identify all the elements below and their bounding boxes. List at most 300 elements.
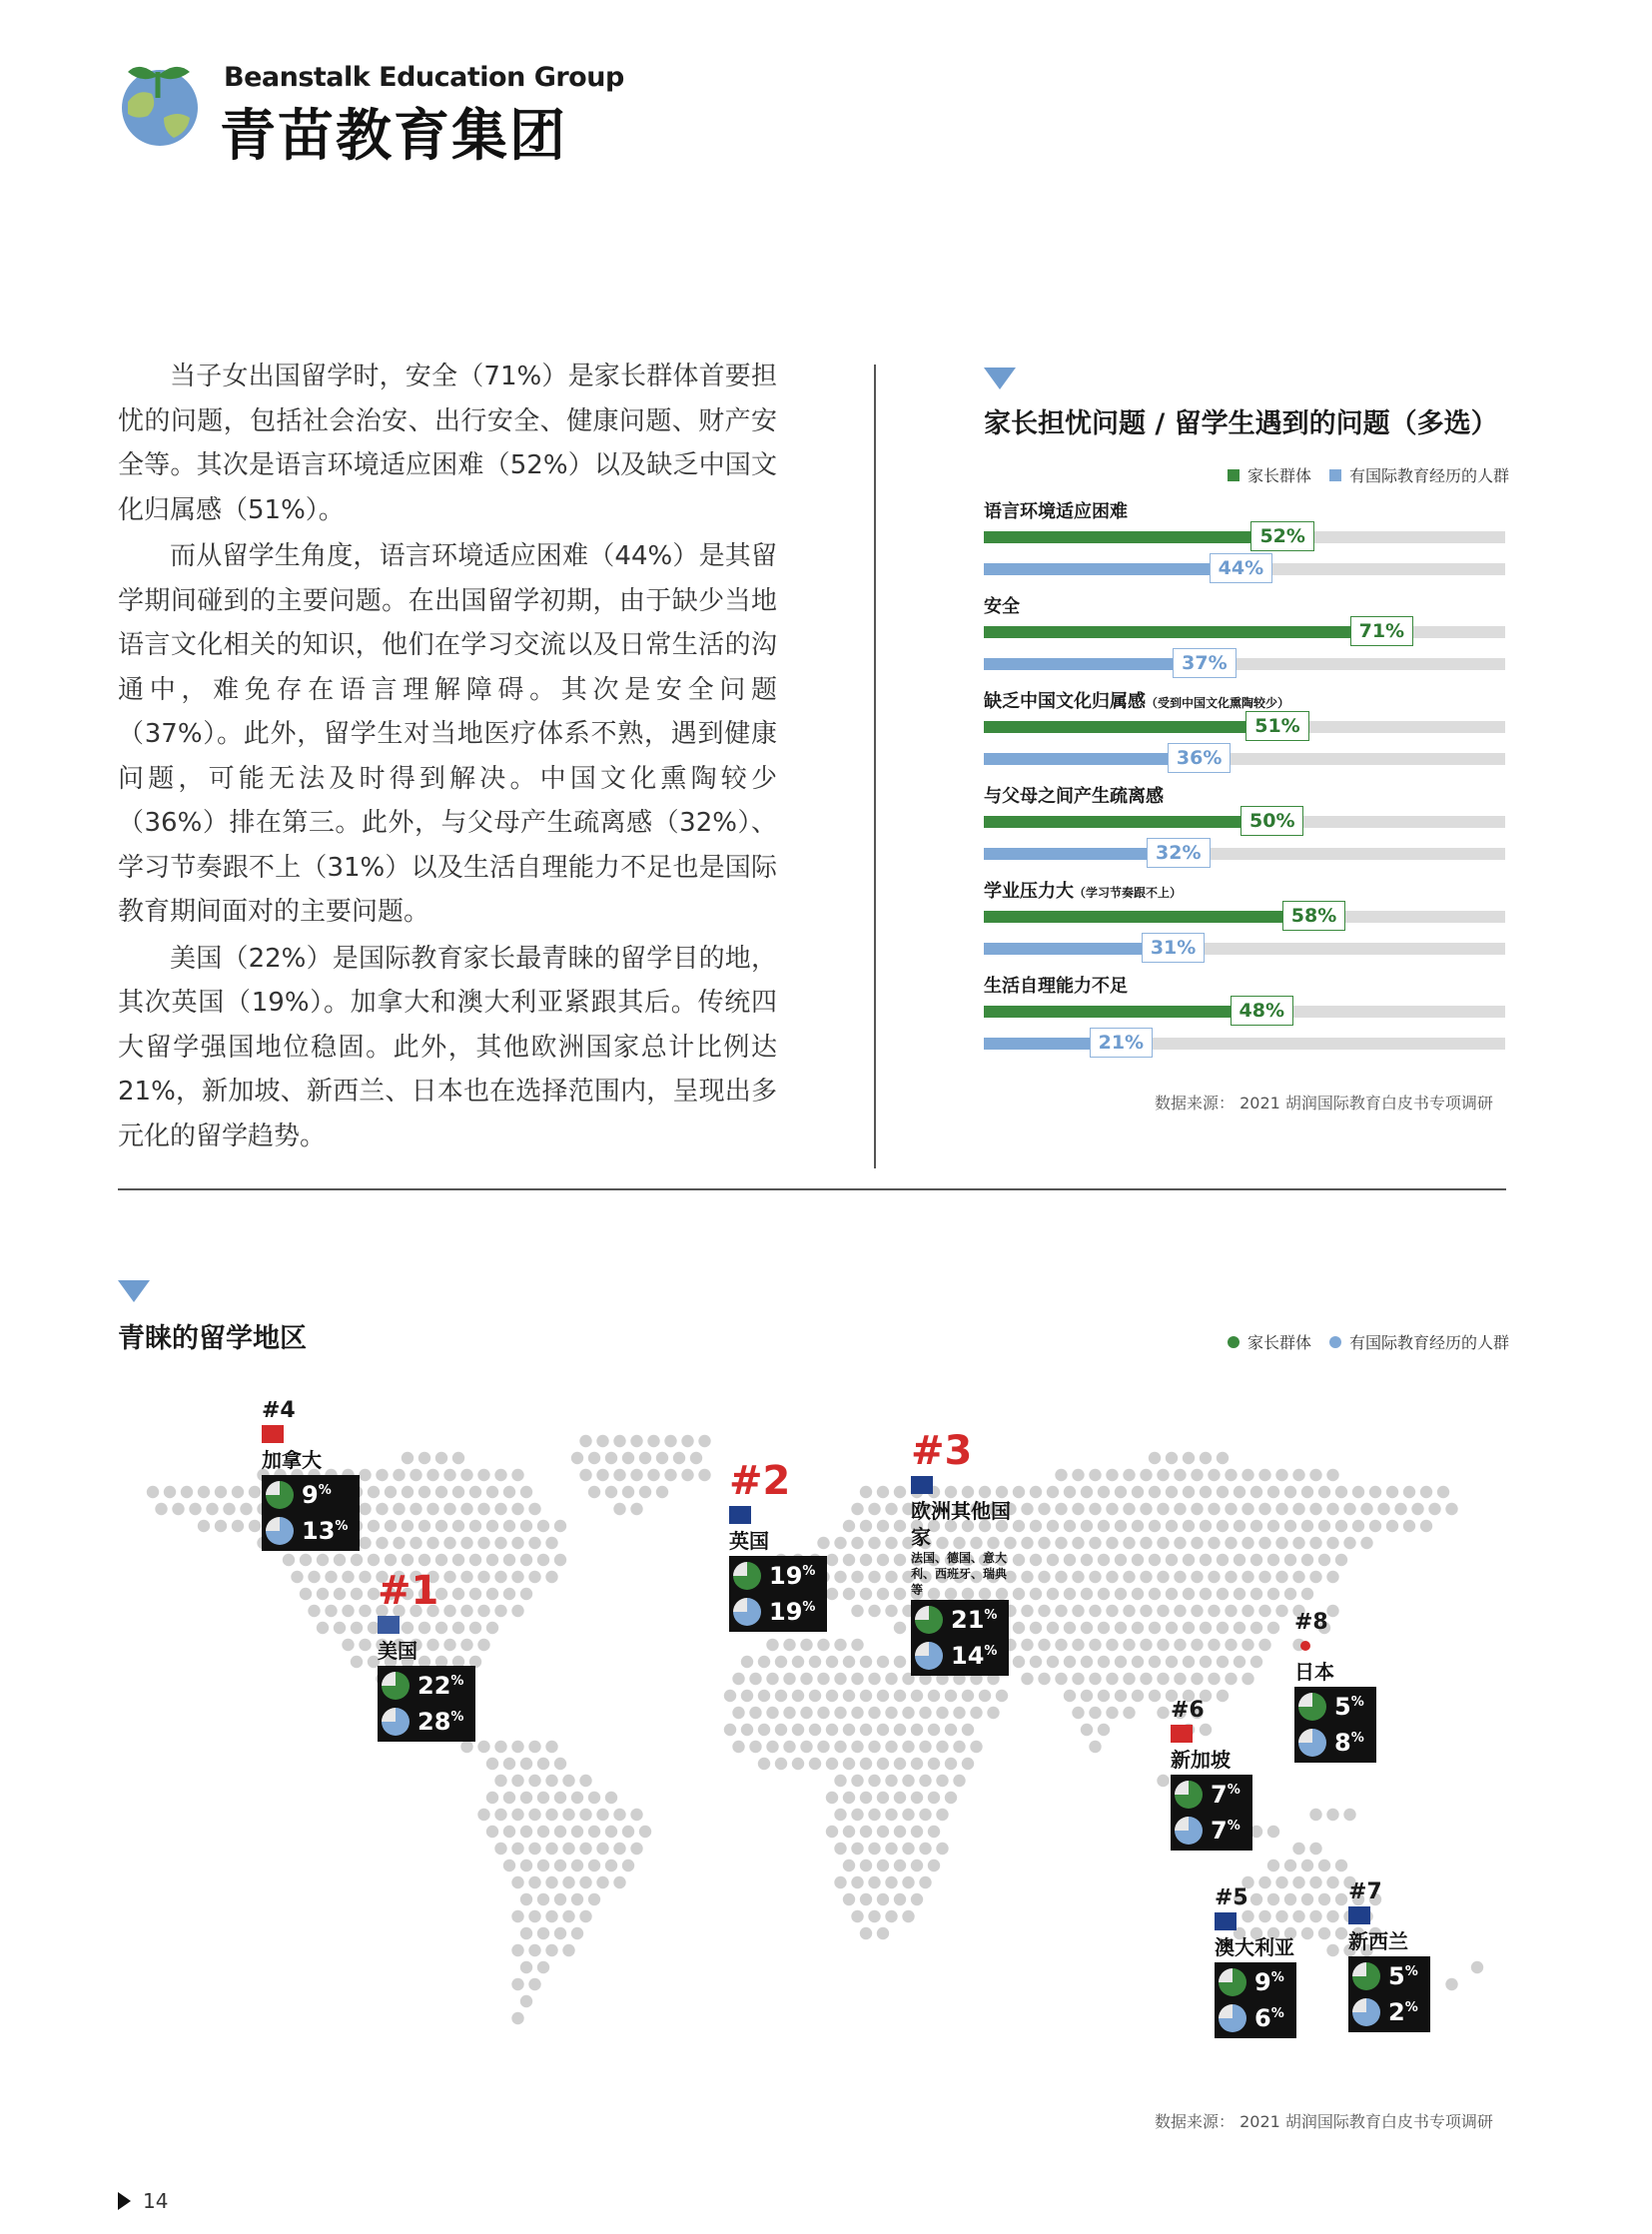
percent-row-intl xyxy=(1219,2000,1284,2036)
map-dot xyxy=(351,1656,363,1668)
map-dot xyxy=(1241,1469,1253,1481)
map-dot xyxy=(1055,1537,1067,1549)
pie-parents-icon xyxy=(1298,1693,1326,1721)
map-dot xyxy=(1072,1707,1084,1719)
map-dot xyxy=(1318,1860,1330,1871)
map-dot xyxy=(1055,1503,1067,1515)
map-dot xyxy=(528,1537,540,1549)
map-dot xyxy=(885,1605,897,1617)
map-dot xyxy=(775,1656,787,1668)
map-dot xyxy=(402,1452,413,1464)
map-dot xyxy=(792,1656,804,1668)
map-dot xyxy=(1234,1588,1245,1600)
map-dot xyxy=(953,1741,965,1753)
country-marker xyxy=(378,1568,475,1742)
bar-value-label: 52% xyxy=(1250,521,1313,551)
map-dot xyxy=(885,1673,897,1685)
map-dot xyxy=(1241,1639,1253,1651)
map-dot xyxy=(520,1486,532,1498)
map-dot xyxy=(1394,1503,1406,1515)
map-dot xyxy=(588,1860,600,1871)
map-dot xyxy=(1174,1673,1186,1685)
map-dot xyxy=(1208,1503,1220,1515)
map-dot xyxy=(1183,1588,1195,1600)
map-dot xyxy=(877,1893,889,1905)
map-dot xyxy=(630,1809,642,1821)
map-dot xyxy=(843,1656,855,1668)
map-dot xyxy=(1149,1452,1161,1464)
map-dot xyxy=(1081,1520,1093,1532)
map-dot xyxy=(545,1775,557,1787)
map-dot xyxy=(554,1826,566,1838)
map-dot xyxy=(579,1469,591,1481)
map-dot xyxy=(1132,1622,1144,1634)
country-percent-box xyxy=(1348,1956,1430,2032)
map-dot xyxy=(1030,1554,1042,1566)
map-dot xyxy=(1055,1571,1067,1583)
map-dot xyxy=(1021,1605,1033,1617)
map-dot xyxy=(537,1826,549,1838)
map-dot xyxy=(1081,1486,1093,1498)
percent-value-intl: 8% xyxy=(1334,1729,1364,1757)
country-name: 美国 xyxy=(378,1639,417,1663)
map-dot xyxy=(554,1860,566,1871)
map-dot xyxy=(809,1724,821,1736)
map-dot xyxy=(1301,1554,1313,1566)
map-dot xyxy=(215,1520,227,1532)
map-dot xyxy=(1250,1520,1262,1532)
map-dot xyxy=(1140,1469,1152,1481)
map-dot xyxy=(1166,1486,1178,1498)
map-dot xyxy=(460,1503,472,1515)
map-dot xyxy=(1403,1486,1415,1498)
brand-name-en: Beanstalk Education Group xyxy=(224,62,624,93)
map-dot xyxy=(545,1571,557,1583)
map-dot xyxy=(1064,1520,1076,1532)
map-dot xyxy=(511,1876,523,1888)
map-dot xyxy=(1072,1469,1084,1481)
map-dot xyxy=(877,1860,889,1871)
map-dot xyxy=(902,1707,914,1719)
bar-track xyxy=(984,810,1505,832)
map-dot xyxy=(1038,1503,1050,1515)
map-dot xyxy=(342,1605,354,1617)
map-dot xyxy=(843,1554,855,1566)
map-dot xyxy=(1064,1486,1076,1498)
map-dot xyxy=(877,1758,889,1770)
map-dot xyxy=(452,1452,464,1464)
map-dot xyxy=(1030,1520,1042,1532)
map-dot xyxy=(851,1843,863,1855)
map-dot xyxy=(1055,1673,1067,1685)
map-dot xyxy=(1234,1520,1245,1532)
map-dot xyxy=(894,1622,906,1634)
map-dot xyxy=(554,1520,566,1532)
percent-sign: % xyxy=(335,1519,349,1534)
map-dot xyxy=(486,1758,498,1770)
map-dot xyxy=(418,1520,430,1532)
map-dot xyxy=(851,1741,863,1753)
map-dot xyxy=(1157,1571,1169,1583)
map-dot xyxy=(843,1893,855,1905)
map-dot xyxy=(1318,1927,1330,1939)
map-dot xyxy=(1123,1469,1135,1481)
map-dot xyxy=(460,1741,472,1753)
map-dot xyxy=(1072,1605,1084,1617)
map-dot xyxy=(1038,1537,1050,1549)
map-dot xyxy=(1098,1588,1110,1600)
map-dot xyxy=(385,1486,397,1498)
map-dot xyxy=(1089,1605,1101,1617)
map-dot xyxy=(300,1554,312,1566)
bar-parents xyxy=(984,911,1286,923)
percent-value-parents: 21% xyxy=(951,1606,998,1634)
map-dot xyxy=(758,1690,770,1702)
map-dot xyxy=(1275,1537,1287,1549)
map-dot xyxy=(596,1469,608,1481)
map-dot xyxy=(1191,1537,1203,1549)
map-dot xyxy=(1301,1520,1313,1532)
map-dot xyxy=(911,1860,923,1871)
map-dot xyxy=(613,1503,625,1515)
country-name: 欧洲其他国家 xyxy=(911,1499,1011,1549)
map-dot xyxy=(613,1843,625,1855)
percent-sign: % xyxy=(318,1483,332,1498)
map-dot xyxy=(766,1639,778,1651)
map-dot xyxy=(1309,1537,1321,1549)
map-dot xyxy=(511,1537,523,1549)
map-dot xyxy=(1200,1452,1212,1464)
map-dot xyxy=(1098,1656,1110,1668)
map-dot xyxy=(834,1775,846,1787)
map-dot xyxy=(1149,1520,1161,1532)
map-dot xyxy=(885,1843,897,1855)
map-dot xyxy=(393,1503,405,1515)
map-dot xyxy=(418,1554,430,1566)
map-dot xyxy=(860,1893,872,1905)
map-dot xyxy=(834,1537,846,1549)
percent-value-intl: 14% xyxy=(951,1642,998,1670)
map-dot xyxy=(571,1452,583,1464)
map-dot xyxy=(1258,1537,1270,1549)
map-dot xyxy=(817,1673,829,1685)
country-rank: #5 xyxy=(1215,1885,1248,1910)
map-dot xyxy=(511,2012,523,2024)
page-number xyxy=(118,2189,168,2213)
percent-row-parents xyxy=(1219,1964,1284,2000)
map-dot xyxy=(775,1690,787,1702)
percent-sign: % xyxy=(1404,1964,1418,1979)
map-dot xyxy=(868,1775,880,1787)
map-dot xyxy=(494,1775,506,1787)
map-dot xyxy=(877,1656,889,1668)
map-dot xyxy=(351,1622,363,1634)
map-dot xyxy=(1115,1690,1127,1702)
map-dot xyxy=(1081,1690,1093,1702)
map-dot xyxy=(1301,1927,1313,1939)
map-dot xyxy=(851,1910,863,1922)
map-dot xyxy=(826,1792,838,1804)
map-dot xyxy=(851,1537,863,1549)
map-dot xyxy=(1157,1537,1169,1549)
country-marker xyxy=(1171,1698,1252,1851)
map-dot xyxy=(469,1554,481,1566)
map-dot xyxy=(1352,1486,1364,1498)
map-dot xyxy=(351,1554,363,1566)
map-dot xyxy=(520,1792,532,1804)
map-dot xyxy=(647,1435,659,1447)
map-dot xyxy=(571,1893,583,1905)
bar-category-text: 与父母之间产生疏离感 xyxy=(984,786,1164,807)
country-percent-box xyxy=(262,1475,360,1551)
map-dot xyxy=(613,1876,625,1888)
map-dot xyxy=(528,1809,540,1821)
map-dot xyxy=(1038,1639,1050,1651)
map-dot xyxy=(885,1571,897,1583)
country-marker xyxy=(911,1428,1021,1676)
map-dot xyxy=(520,1927,532,1939)
pie-parents-icon xyxy=(382,1672,410,1700)
map-dot xyxy=(919,1843,931,1855)
map-dot xyxy=(452,1554,464,1566)
map-dot xyxy=(1301,1893,1313,1905)
map-dot xyxy=(537,1927,549,1939)
map-dot xyxy=(953,1775,965,1787)
map-dot xyxy=(809,1690,821,1702)
map-dot xyxy=(1115,1622,1127,1634)
map-dot xyxy=(1098,1520,1110,1532)
map-dot xyxy=(545,1944,557,1956)
map-dot xyxy=(630,1435,642,1447)
map-dot xyxy=(834,1571,846,1583)
map-dot xyxy=(528,1741,540,1753)
map-dot xyxy=(1318,1486,1330,1498)
map-dot xyxy=(1258,1605,1270,1617)
legend-label-intl: 有国际教育经历的人群 xyxy=(1348,466,1509,485)
map-dot xyxy=(996,1690,1008,1702)
map-dot xyxy=(1191,1469,1203,1481)
map-dot xyxy=(868,1673,880,1685)
map-dot xyxy=(1284,1588,1296,1600)
map-dot xyxy=(1200,1486,1212,1498)
map-dot xyxy=(596,1435,608,1447)
map-dot xyxy=(885,1876,897,1888)
map-dot xyxy=(1106,1673,1118,1685)
map-dot xyxy=(868,1809,880,1821)
map-dot xyxy=(1208,1571,1220,1583)
bar-value-label: 51% xyxy=(1245,711,1308,741)
percent-row-intl xyxy=(733,1594,815,1630)
map-dot xyxy=(800,1639,812,1651)
map-dot xyxy=(1250,1622,1262,1634)
map-dot xyxy=(1089,1503,1101,1515)
map-dot xyxy=(1335,1893,1347,1905)
country-note: 法国、德国、意大利、西班牙、瑞典等 xyxy=(911,1551,1008,1597)
map-dot xyxy=(1149,1588,1161,1600)
map-dot xyxy=(325,1605,337,1617)
map-dot xyxy=(1309,1503,1321,1515)
percent-sign: % xyxy=(1227,1819,1240,1834)
map-dot xyxy=(860,1860,872,1871)
map-dot xyxy=(1106,1469,1118,1481)
map-dot xyxy=(334,1622,346,1634)
map-dot xyxy=(902,1910,914,1922)
map-dot xyxy=(410,1469,421,1481)
map-dot xyxy=(477,1537,489,1549)
bar-track xyxy=(984,1032,1505,1054)
map-dot xyxy=(494,1741,506,1753)
map-dot xyxy=(860,1792,872,1804)
map-dot xyxy=(902,1741,914,1753)
map-dot xyxy=(1098,1622,1110,1634)
map-dot xyxy=(885,1537,897,1549)
map-dot xyxy=(792,1724,804,1736)
map-dot xyxy=(342,1639,354,1651)
map-dot xyxy=(1326,1910,1338,1922)
map-dot xyxy=(860,1690,872,1702)
map-dot xyxy=(1335,1486,1347,1498)
map-dot xyxy=(945,1792,957,1804)
country-rank: #2 xyxy=(729,1458,791,1504)
pie-intl-icon xyxy=(1219,2004,1246,2032)
map-dot xyxy=(554,1927,566,1939)
map-dot xyxy=(1021,1673,1033,1685)
map-dot xyxy=(596,1843,608,1855)
map-dot xyxy=(834,1876,846,1888)
map-dot xyxy=(460,1469,472,1481)
bar-parents xyxy=(984,1006,1235,1018)
map-dot xyxy=(317,1554,329,1566)
map-dot xyxy=(1157,1605,1169,1617)
map-dot xyxy=(945,1690,957,1702)
country-name: 新加坡 xyxy=(1171,1748,1231,1772)
map-dot xyxy=(1064,1622,1076,1634)
map-dot xyxy=(486,1554,498,1566)
map-dot xyxy=(817,1639,829,1651)
map-dot xyxy=(198,1486,210,1498)
map-dot xyxy=(800,1707,812,1719)
map-dot xyxy=(1038,1673,1050,1685)
map-dot xyxy=(571,1860,583,1871)
map-dot xyxy=(511,1503,523,1515)
map-dot xyxy=(426,1503,438,1515)
map-dot xyxy=(792,1758,804,1770)
map-dot xyxy=(1200,1554,1212,1566)
map-dot xyxy=(1275,1503,1287,1515)
map-dot xyxy=(1047,1656,1059,1668)
percent-row-parents xyxy=(1298,1689,1364,1725)
map-dot xyxy=(1064,1656,1076,1668)
map-dot xyxy=(1072,1503,1084,1515)
map-dot xyxy=(936,1775,948,1787)
map-dot xyxy=(766,1673,778,1685)
map-dot xyxy=(359,1605,371,1617)
map-dot xyxy=(630,1469,642,1481)
map-dot xyxy=(494,1809,506,1821)
map-dot xyxy=(511,1571,523,1583)
map-dot xyxy=(783,1639,795,1651)
map-dot xyxy=(249,1486,261,1498)
map-dot xyxy=(894,1486,906,1498)
country-rank: #4 xyxy=(262,1398,296,1423)
map-dot xyxy=(1021,1503,1033,1515)
map-dot xyxy=(860,1927,872,1939)
map-dot xyxy=(877,1927,889,1939)
percent-sign: % xyxy=(450,1674,464,1689)
map-dot xyxy=(410,1503,421,1515)
map-dot xyxy=(911,1792,923,1804)
map-dot xyxy=(877,1826,889,1838)
map-dot xyxy=(1021,1571,1033,1583)
map-dot xyxy=(1183,1622,1195,1634)
map-dot xyxy=(511,1605,523,1617)
map-dot xyxy=(393,1537,405,1549)
map-dot xyxy=(1292,1503,1304,1515)
map-dot xyxy=(1225,1571,1237,1583)
map-dot xyxy=(249,1520,261,1532)
country-marker xyxy=(262,1398,360,1551)
map-dot xyxy=(860,1758,872,1770)
map-dot xyxy=(894,1690,906,1702)
map-dot xyxy=(1225,1537,1237,1549)
map-dot xyxy=(868,1707,880,1719)
bar-value-label: 31% xyxy=(1142,933,1205,963)
map-dot xyxy=(528,1571,540,1583)
map-dot xyxy=(1030,1588,1042,1600)
map-dot xyxy=(639,1486,651,1498)
map-dot xyxy=(698,1469,710,1481)
map-dot xyxy=(1106,1639,1118,1651)
map-dot xyxy=(351,1588,363,1600)
map-dot xyxy=(1292,1843,1304,1855)
map-dot xyxy=(359,1503,371,1515)
legend-label-parents: 家长群体 xyxy=(1246,466,1311,485)
percent-sign: % xyxy=(1227,1783,1240,1798)
map-dot xyxy=(511,1978,523,1990)
map-dot xyxy=(724,1724,736,1736)
percent-value-parents: 5% xyxy=(1388,1962,1418,1990)
map-dot xyxy=(1183,1554,1195,1566)
map-dot xyxy=(368,1554,380,1566)
map-dot xyxy=(571,1792,583,1804)
country-rank: #7 xyxy=(1348,1879,1382,1904)
map-dot xyxy=(639,1826,651,1838)
map-dot xyxy=(630,1503,642,1515)
map-dot xyxy=(1157,1707,1169,1719)
map-dot xyxy=(1326,1944,1338,1956)
map-dot xyxy=(1200,1588,1212,1600)
map-dot xyxy=(1106,1537,1118,1549)
map-dot xyxy=(894,1758,906,1770)
country-rank: #1 xyxy=(378,1568,439,1614)
map-dot xyxy=(1292,1537,1304,1549)
map-dot xyxy=(894,1656,906,1668)
flag-icon xyxy=(1348,1906,1370,1924)
map-dot xyxy=(1326,1503,1338,1515)
map-dot xyxy=(477,1809,489,1821)
percent-value-intl: 28% xyxy=(417,1708,464,1736)
map-dot xyxy=(579,1876,591,1888)
map-dot xyxy=(503,1554,515,1566)
map-dot xyxy=(758,1656,770,1668)
map-dot xyxy=(953,1707,965,1719)
map-dot xyxy=(1267,1826,1279,1838)
map-dot xyxy=(1081,1724,1093,1736)
map-dot xyxy=(1369,1486,1381,1498)
paragraph: 当子女出国留学时，安全（71%）是家长群体首要担忧的问题，包括社会治安、出行安全、健康问题、财产安全等。其次是语言环境适应困难（52%）以及缺乏中国文化归属感（51%）。 xyxy=(118,362,777,525)
map-dot xyxy=(1420,1486,1432,1498)
map-dot xyxy=(843,1724,855,1736)
